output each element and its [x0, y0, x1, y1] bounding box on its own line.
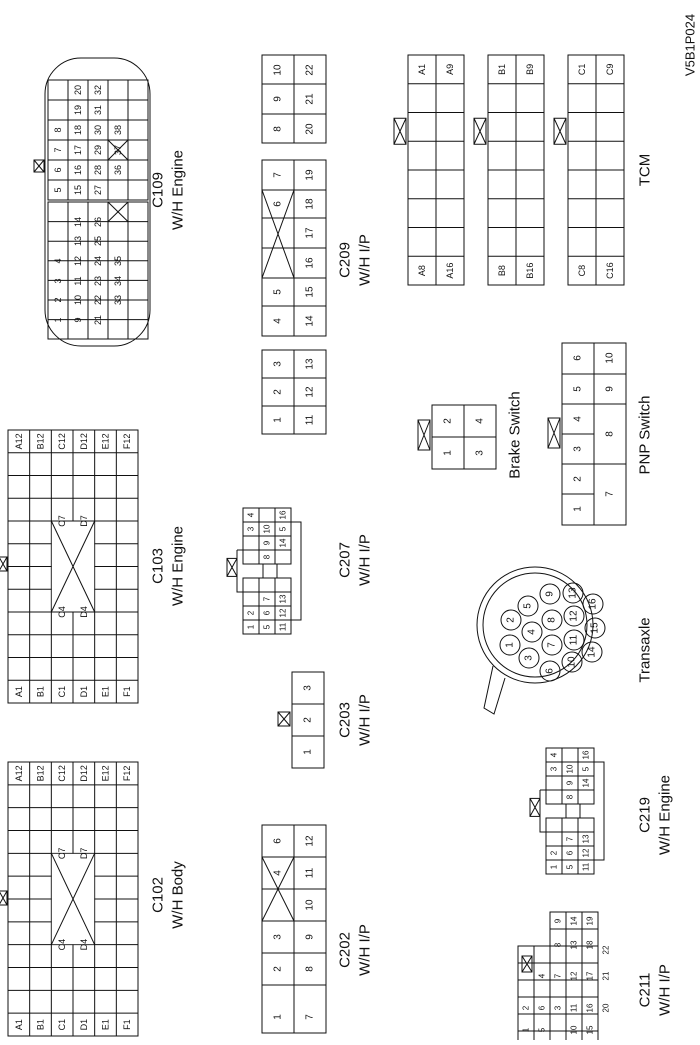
- pin-label: 22: [304, 64, 316, 76]
- c109-harness-label: W/H Engine: [169, 149, 187, 231]
- pin-label: 14: [581, 778, 591, 788]
- pin-label: 5: [565, 864, 575, 870]
- c209-harness-label: W/H I/P: [356, 234, 374, 286]
- pin-label: 20: [304, 123, 316, 135]
- mid-label: C7: [57, 847, 68, 860]
- pin-label: 13: [73, 235, 83, 247]
- pin-label: 15: [585, 1025, 595, 1035]
- transaxle-pin-label: 9: [544, 591, 556, 597]
- pin-label: 4: [474, 418, 486, 424]
- pin-label: 8: [272, 126, 284, 132]
- pin-label: 3: [572, 446, 584, 452]
- pin-label: 2: [53, 297, 63, 303]
- pin-label: 2: [302, 717, 314, 723]
- pin-label: 6: [537, 1005, 547, 1011]
- pin-label: 11: [73, 276, 83, 286]
- c103-name-label: C103: [149, 548, 167, 584]
- pin-label: 1: [521, 1027, 531, 1033]
- pin-label: 14: [73, 216, 83, 228]
- tcm-end-label: B16: [525, 262, 535, 279]
- pin-label: 10: [272, 64, 284, 76]
- pin-label: 11: [581, 862, 591, 872]
- pin-label: 6: [272, 201, 284, 207]
- pin-label: 7: [262, 596, 272, 602]
- pin-label: 2: [572, 476, 584, 482]
- pin-label: 5: [581, 766, 591, 772]
- row-end-label: A12: [13, 433, 24, 450]
- pin-label: 22: [93, 294, 103, 306]
- pin-label: 2: [272, 389, 284, 395]
- c211-harness-label: W/H I/P: [656, 964, 674, 1016]
- mid-label: C7: [57, 515, 68, 527]
- pin-label: 11: [278, 622, 288, 632]
- pin-label: 4: [272, 870, 284, 876]
- pin-label: 9: [553, 918, 563, 924]
- pin-label: 21: [304, 93, 316, 105]
- pin-label: 5: [262, 624, 272, 630]
- pin-label: 5: [537, 1027, 547, 1033]
- pin-label: 1: [549, 864, 559, 870]
- pin-label: 4: [549, 752, 559, 758]
- pin-label: 1: [272, 1014, 284, 1020]
- pin-label: 8: [262, 554, 272, 560]
- pin-label: 11: [304, 414, 316, 426]
- tcm-end-label: B1: [497, 63, 507, 75]
- pin-label: 17: [304, 227, 316, 239]
- pin-label: 10: [304, 899, 316, 911]
- transaxle-pin-label: 2: [505, 617, 517, 623]
- pin-label: 4: [537, 973, 547, 979]
- c211-name-label: C211: [636, 972, 654, 1008]
- pin-label: 9: [604, 386, 616, 392]
- pin-label: 10: [604, 352, 616, 364]
- c203-name-label: C203: [336, 702, 354, 738]
- pin-label: 7: [272, 172, 284, 178]
- pin-label: 7: [53, 147, 63, 153]
- pin-label: 3: [246, 526, 256, 532]
- brake-switch-name-label: Brake Switch: [506, 391, 524, 479]
- pin-label: 8: [53, 127, 63, 133]
- pin-label: 18: [73, 124, 83, 136]
- row-end-label: C12: [57, 765, 68, 782]
- pin-label: 3: [553, 1005, 563, 1011]
- pin-label: 34: [113, 275, 123, 287]
- pin-label: 10: [569, 1025, 579, 1035]
- pin-label: 20: [601, 1003, 611, 1013]
- transaxle-pin-label: 12: [568, 610, 580, 622]
- row-start-label: A1: [13, 1019, 24, 1031]
- tcm-end-label: C1: [577, 63, 587, 76]
- tcm-end-label: A16: [445, 262, 455, 279]
- pin-label: 29: [93, 144, 103, 156]
- tcm-end-label: B8: [497, 265, 507, 277]
- pin-label: 38: [113, 124, 123, 136]
- row-start-label: F1: [122, 1019, 133, 1030]
- row-end-label: A12: [13, 765, 24, 782]
- row-end-label: C12: [57, 433, 68, 450]
- transaxle-pin-label: 4: [526, 629, 538, 635]
- pin-label: 14: [278, 538, 288, 548]
- mid-label: C4: [57, 938, 68, 951]
- row-start-label: C1: [57, 685, 68, 698]
- pin-label: 16: [581, 750, 591, 760]
- tcm-end-label: A8: [417, 265, 427, 277]
- pin-label: 9: [262, 540, 272, 546]
- pin-label: 7: [565, 836, 575, 842]
- pin-label: 28: [93, 164, 103, 176]
- pin-label: 2: [246, 610, 256, 616]
- row-start-label: F1: [122, 686, 133, 697]
- pin-label: 37: [113, 144, 123, 156]
- pin-label: 1: [442, 450, 454, 456]
- pin-label: 27: [93, 184, 103, 196]
- c203-harness-label: W/H I/P: [356, 694, 374, 746]
- pin-label: 8: [604, 431, 616, 437]
- tcm-end-label: C16: [605, 262, 615, 279]
- pin-label: 8: [565, 794, 575, 800]
- row-end-label: F12: [122, 765, 133, 782]
- pin-label: 6: [565, 850, 575, 856]
- transaxle-pin-label: 13: [567, 587, 579, 599]
- row-start-label: A1: [13, 686, 24, 698]
- pin-label: 12: [304, 386, 316, 398]
- pin-label: 13: [569, 940, 579, 950]
- pin-label: 35: [113, 255, 123, 267]
- c102-name-label: C102: [149, 877, 167, 913]
- pin-label: 21: [601, 971, 611, 981]
- row-start-label: D1: [78, 1018, 89, 1031]
- c103-harness-label: W/H Engine: [169, 525, 187, 607]
- pin-label: 1: [572, 506, 584, 512]
- pin-label: 18: [585, 940, 595, 950]
- row-end-label: E12: [100, 433, 111, 450]
- row-end-label: F12: [122, 433, 133, 450]
- pin-label: 1: [272, 417, 284, 423]
- pin-label: 3: [474, 450, 486, 456]
- mid-label: D7: [78, 847, 89, 860]
- pin-label: 18: [304, 198, 316, 210]
- row-start-label: B1: [35, 1019, 46, 1031]
- pin-label: 15: [73, 184, 83, 196]
- row-end-label: D12: [78, 433, 89, 450]
- pin-label: 16: [278, 510, 288, 520]
- tcm-end-label: C8: [577, 264, 587, 277]
- pin-label: 10: [262, 524, 272, 534]
- transaxle-pin-label: 7: [546, 642, 558, 648]
- row-start-label: B1: [35, 686, 46, 698]
- pin-label: 9: [304, 934, 316, 940]
- pin-label: 6: [262, 610, 272, 616]
- transaxle-pin-label: 10: [566, 656, 578, 668]
- pin-label: 2: [272, 966, 284, 972]
- pin-label: 9: [565, 780, 575, 786]
- pin-label: 16: [304, 257, 316, 269]
- pin-label: 5: [53, 187, 63, 193]
- pin-label: 12: [73, 255, 83, 267]
- mid-label: D7: [78, 515, 89, 527]
- pin-label: 3: [302, 685, 314, 691]
- c202-harness-label: W/H I/P: [356, 924, 374, 976]
- tcm-end-label: C9: [605, 63, 615, 76]
- tcm-end-label: B9: [525, 63, 535, 75]
- pin-label: 5: [278, 526, 288, 532]
- pin-label: 11: [569, 1003, 579, 1013]
- figure-code-label: V5B1P024: [682, 13, 698, 77]
- pin-label: 2: [549, 850, 559, 856]
- c219-harness-label: W/H Engine: [656, 774, 674, 856]
- pin-label: 15: [304, 286, 316, 298]
- transaxle-pin-label: 1: [504, 642, 516, 648]
- c207-harness-label: W/H I/P: [356, 534, 374, 586]
- pin-label: 7: [553, 973, 563, 979]
- transaxle-pin-label: 6: [544, 668, 556, 674]
- pin-label: 7: [604, 491, 616, 497]
- row-start-label: E1: [100, 686, 111, 698]
- pin-label: 4: [572, 416, 584, 422]
- c202-name-label: C202: [336, 932, 354, 968]
- row-end-label: B12: [35, 765, 46, 782]
- pin-label: 12: [304, 835, 316, 847]
- mid-label: D4: [78, 938, 89, 951]
- pin-label: 14: [569, 916, 579, 926]
- c219-name-label: C219: [636, 797, 654, 833]
- pin-label: 7: [304, 1014, 316, 1020]
- pin-label: 17: [73, 144, 83, 156]
- pin-label: 12: [569, 971, 579, 981]
- pin-label: 6: [53, 167, 63, 173]
- pin-label: 26: [93, 216, 103, 228]
- pin-label: 19: [304, 169, 316, 181]
- pin-label: 6: [272, 838, 284, 844]
- pin-label: 4: [53, 258, 63, 264]
- pin-label: 32: [93, 84, 103, 96]
- c207-name-label: C207: [336, 542, 354, 578]
- pin-label: 8: [553, 942, 563, 948]
- pin-label: 6: [572, 355, 584, 361]
- pin-label: 10: [565, 764, 575, 774]
- mid-label: C4: [57, 606, 68, 618]
- transaxle-pin-label: 8: [546, 617, 558, 623]
- tcm-end-label: A9: [445, 63, 455, 75]
- pin-label: 3: [549, 766, 559, 772]
- pin-label: 25: [93, 235, 103, 247]
- c102-harness-label: W/H Body: [169, 861, 187, 929]
- pin-label: 3: [272, 934, 284, 940]
- pin-label: 11: [304, 867, 316, 879]
- pin-label: 30: [93, 124, 103, 136]
- transaxle-pin-label: 15: [589, 622, 601, 634]
- transaxle-pin-label: 14: [586, 646, 598, 658]
- pin-label: 4: [272, 318, 284, 324]
- pin-label: 5: [272, 289, 284, 295]
- transaxle-name-label: Transaxle: [636, 617, 654, 683]
- pin-label: 1: [246, 624, 256, 630]
- pin-label: 20: [73, 84, 83, 96]
- pin-label: 1: [302, 749, 314, 755]
- pin-label: 19: [585, 916, 595, 926]
- pin-label: 13: [278, 594, 288, 604]
- pin-label: 12: [581, 848, 591, 858]
- pin-label: 2: [521, 1005, 531, 1011]
- pin-label: 4: [246, 512, 256, 518]
- pin-label: 14: [304, 315, 316, 327]
- transaxle-pin-label: 3: [523, 655, 535, 661]
- pin-label: 8: [304, 966, 316, 972]
- row-end-label: B12: [35, 433, 46, 450]
- pnp-switch-name-label: PNP Switch: [636, 395, 654, 475]
- pin-label: 19: [73, 104, 83, 116]
- pin-label: 17: [585, 971, 595, 981]
- mid-label: D4: [78, 606, 89, 618]
- pin-label: 24: [93, 255, 103, 267]
- transaxle-pin-label: 11: [568, 634, 580, 646]
- tcm-name-label: TCM: [636, 153, 654, 187]
- pin-label: 23: [93, 275, 103, 287]
- pin-label: 2: [442, 418, 454, 424]
- pin-label: 3: [272, 361, 284, 367]
- transaxle-pin-label: 16: [587, 598, 599, 610]
- pin-label: 22: [601, 945, 611, 955]
- row-start-label: E1: [100, 1019, 111, 1031]
- pin-label: 9: [73, 317, 83, 323]
- pin-label: 21: [93, 314, 103, 326]
- row-start-label: D1: [78, 685, 89, 698]
- pin-label: 36: [113, 164, 123, 176]
- pin-label: 12: [278, 608, 288, 618]
- pin-label: 5: [572, 386, 584, 392]
- c109-name-label: C109: [149, 172, 167, 208]
- pin-label: 33: [113, 294, 123, 306]
- row-start-label: C1: [57, 1018, 68, 1031]
- row-end-label: D12: [78, 765, 89, 782]
- pin-label: 31: [93, 104, 103, 116]
- pin-label: 16: [585, 1003, 595, 1013]
- pin-label: 1: [53, 317, 63, 323]
- pin-label: 13: [581, 834, 591, 844]
- row-end-label: E12: [100, 765, 111, 782]
- pin-label: 16: [73, 164, 83, 176]
- pin-label: 10: [73, 294, 83, 306]
- tcm-end-label: A1: [417, 63, 427, 75]
- c209-name-label: C209: [336, 242, 354, 278]
- pin-label: 13: [304, 358, 316, 370]
- pin-label: 3: [53, 278, 63, 284]
- transaxle-pin-label: 5: [522, 603, 534, 609]
- pin-label: 9: [272, 96, 284, 102]
